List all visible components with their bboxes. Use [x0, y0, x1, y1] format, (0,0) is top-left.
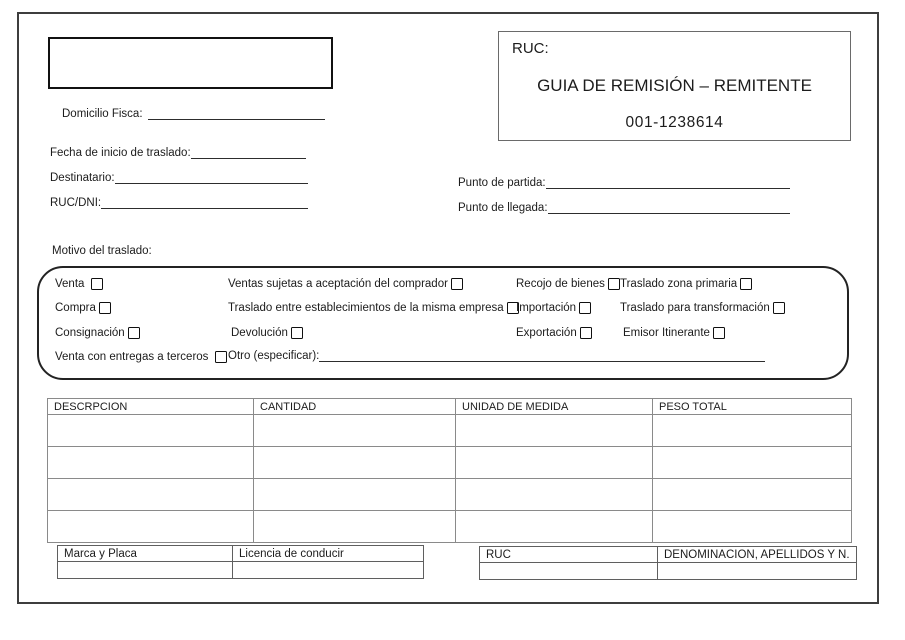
field-punto-partida	[458, 175, 790, 189]
empty-cell[interactable]	[653, 447, 852, 479]
checkbox-devolucion[interactable]	[291, 327, 303, 339]
empty-cell[interactable]	[254, 447, 456, 479]
ruc-dni-input-line[interactable]	[101, 195, 308, 209]
motivo-option-compra	[55, 302, 111, 314]
motivo-option-emisor-itinerante	[623, 327, 725, 339]
punto-llegada-input-line[interactable]	[548, 200, 790, 214]
carrier-table	[479, 546, 857, 580]
empty-cell[interactable]	[48, 511, 254, 543]
carrier-empty-row	[480, 563, 857, 580]
empty-cell[interactable]	[254, 479, 456, 511]
option-label: Traslado entre establecimientos de la misma empresa	[228, 302, 504, 314]
option-label: Traslado para transformación	[620, 302, 770, 314]
field-label: RUC/DNI:	[50, 197, 102, 209]
motivo-option-importacion	[516, 302, 591, 314]
checkbox-recojo-bienes[interactable]	[608, 278, 620, 290]
checkbox-importacion[interactable]	[579, 302, 591, 314]
motivo-option-zona-primaria	[620, 278, 752, 290]
empty-cell[interactable]	[254, 511, 456, 543]
checkbox-zona-primaria[interactable]	[740, 278, 752, 290]
motivo-option-devolucion	[231, 327, 303, 339]
vehicle-header-licencia: Licencia de conducir	[233, 546, 424, 562]
motivo-option-exportacion	[516, 327, 592, 339]
field-label: Domicilio Fisca:	[62, 108, 143, 120]
domicilio-fiscal-input-line[interactable]	[148, 106, 325, 120]
empty-cell[interactable]	[456, 447, 653, 479]
checkbox-emisor-itinerante[interactable]	[713, 327, 725, 339]
items-header-cantidad: CANTIDAD	[254, 399, 456, 415]
motivo-option-traslado-establecimientos	[228, 302, 519, 314]
punto-partida-input-line[interactable]	[546, 175, 790, 189]
motivo-option-venta	[55, 278, 103, 290]
destinatario-input-line[interactable]	[115, 170, 308, 184]
motivo-option-recojo-bienes	[516, 278, 620, 290]
field-fecha-inicio	[50, 145, 306, 159]
checkbox-ventas-sujetas[interactable]	[451, 278, 463, 290]
items-header-unidad: UNIDAD DE MEDIDA	[456, 399, 653, 415]
carrier-header-denominacion: DENOMINACION, APELLIDOS Y N.	[658, 547, 857, 563]
empty-cell[interactable]	[658, 563, 857, 580]
motivo-option-transformacion	[620, 302, 785, 314]
empty-cell[interactable]	[480, 563, 658, 580]
document-title: GUIA DE REMISIÓN – REMITENTE	[537, 76, 812, 95]
vehicle-header-marca-placa: Marca y Placa	[58, 546, 233, 562]
empty-cell[interactable]	[456, 511, 653, 543]
motivo-option-ventas-sujetas	[228, 278, 463, 290]
ruc-label: RUC:	[512, 40, 549, 57]
sender-name-box[interactable]	[48, 37, 333, 89]
field-punto-llegada	[458, 200, 790, 214]
carrier-header-row	[480, 547, 857, 563]
option-label: Devolución	[231, 327, 288, 339]
field-label: Fecha de inicio de traslado:	[50, 147, 191, 159]
option-label: Importación	[516, 302, 577, 314]
items-header-row	[48, 399, 852, 415]
vehicle-table	[57, 545, 424, 579]
empty-cell[interactable]	[254, 415, 456, 447]
items-empty-row	[48, 479, 852, 511]
field-label: Destinatario:	[50, 172, 115, 184]
field-ruc-dni	[50, 195, 308, 209]
vehicle-empty-row	[58, 562, 424, 579]
carrier-header-ruc: RUC	[480, 547, 658, 563]
document-serial-number: 001-1238614	[625, 114, 724, 131]
empty-cell[interactable]	[456, 479, 653, 511]
empty-cell[interactable]	[233, 562, 424, 579]
items-empty-row	[48, 415, 852, 447]
option-label: Emisor Itinerante	[623, 327, 710, 339]
vehicle-header-row	[58, 546, 424, 562]
items-header-descripcion: DESCRPCION	[48, 399, 254, 415]
empty-cell[interactable]	[48, 479, 254, 511]
option-label: Venta con entregas a terceros	[55, 351, 209, 363]
checkbox-venta-terceros[interactable]	[215, 351, 227, 363]
option-label: Consignación	[55, 327, 125, 339]
checkbox-consignacion[interactable]	[128, 327, 140, 339]
checkbox-exportacion[interactable]	[580, 327, 592, 339]
field-label: Punto de partida:	[458, 177, 546, 189]
otro-especificar-input-line[interactable]	[319, 348, 765, 362]
motivo-section-label: Motivo del traslado:	[52, 245, 152, 257]
empty-cell[interactable]	[653, 479, 852, 511]
empty-cell[interactable]	[48, 415, 254, 447]
checkbox-transformacion[interactable]	[773, 302, 785, 314]
option-label: Compra	[55, 302, 96, 314]
field-label: Punto de llegada:	[458, 202, 548, 214]
option-label: Venta	[55, 278, 85, 290]
field-destinatario	[50, 170, 308, 184]
motivo-option-otro	[228, 348, 765, 362]
motivo-option-consignacion	[55, 327, 140, 339]
field-domicilio-fiscal	[62, 106, 325, 120]
items-header-peso: PESO TOTAL	[653, 399, 852, 415]
items-empty-row	[48, 511, 852, 543]
option-label: Exportación	[516, 327, 577, 339]
empty-cell[interactable]	[58, 562, 233, 579]
header-box	[498, 31, 851, 141]
fecha-inicio-input-line[interactable]	[191, 145, 306, 159]
option-label: Otro (especificar):	[228, 350, 320, 362]
option-label: Ventas sujetas a aceptación del comprador	[228, 278, 448, 290]
empty-cell[interactable]	[48, 447, 254, 479]
items-empty-row	[48, 447, 852, 479]
checkbox-compra[interactable]	[99, 302, 111, 314]
checkbox-venta[interactable]	[91, 278, 103, 290]
empty-cell[interactable]	[653, 511, 852, 543]
empty-cell[interactable]	[456, 415, 653, 447]
option-label: Traslado zona primaria	[620, 278, 738, 290]
option-label: Recojo de bienes	[516, 278, 605, 290]
motivo-option-venta-terceros	[55, 351, 227, 363]
empty-cell[interactable]	[653, 415, 852, 447]
items-table	[47, 398, 852, 543]
